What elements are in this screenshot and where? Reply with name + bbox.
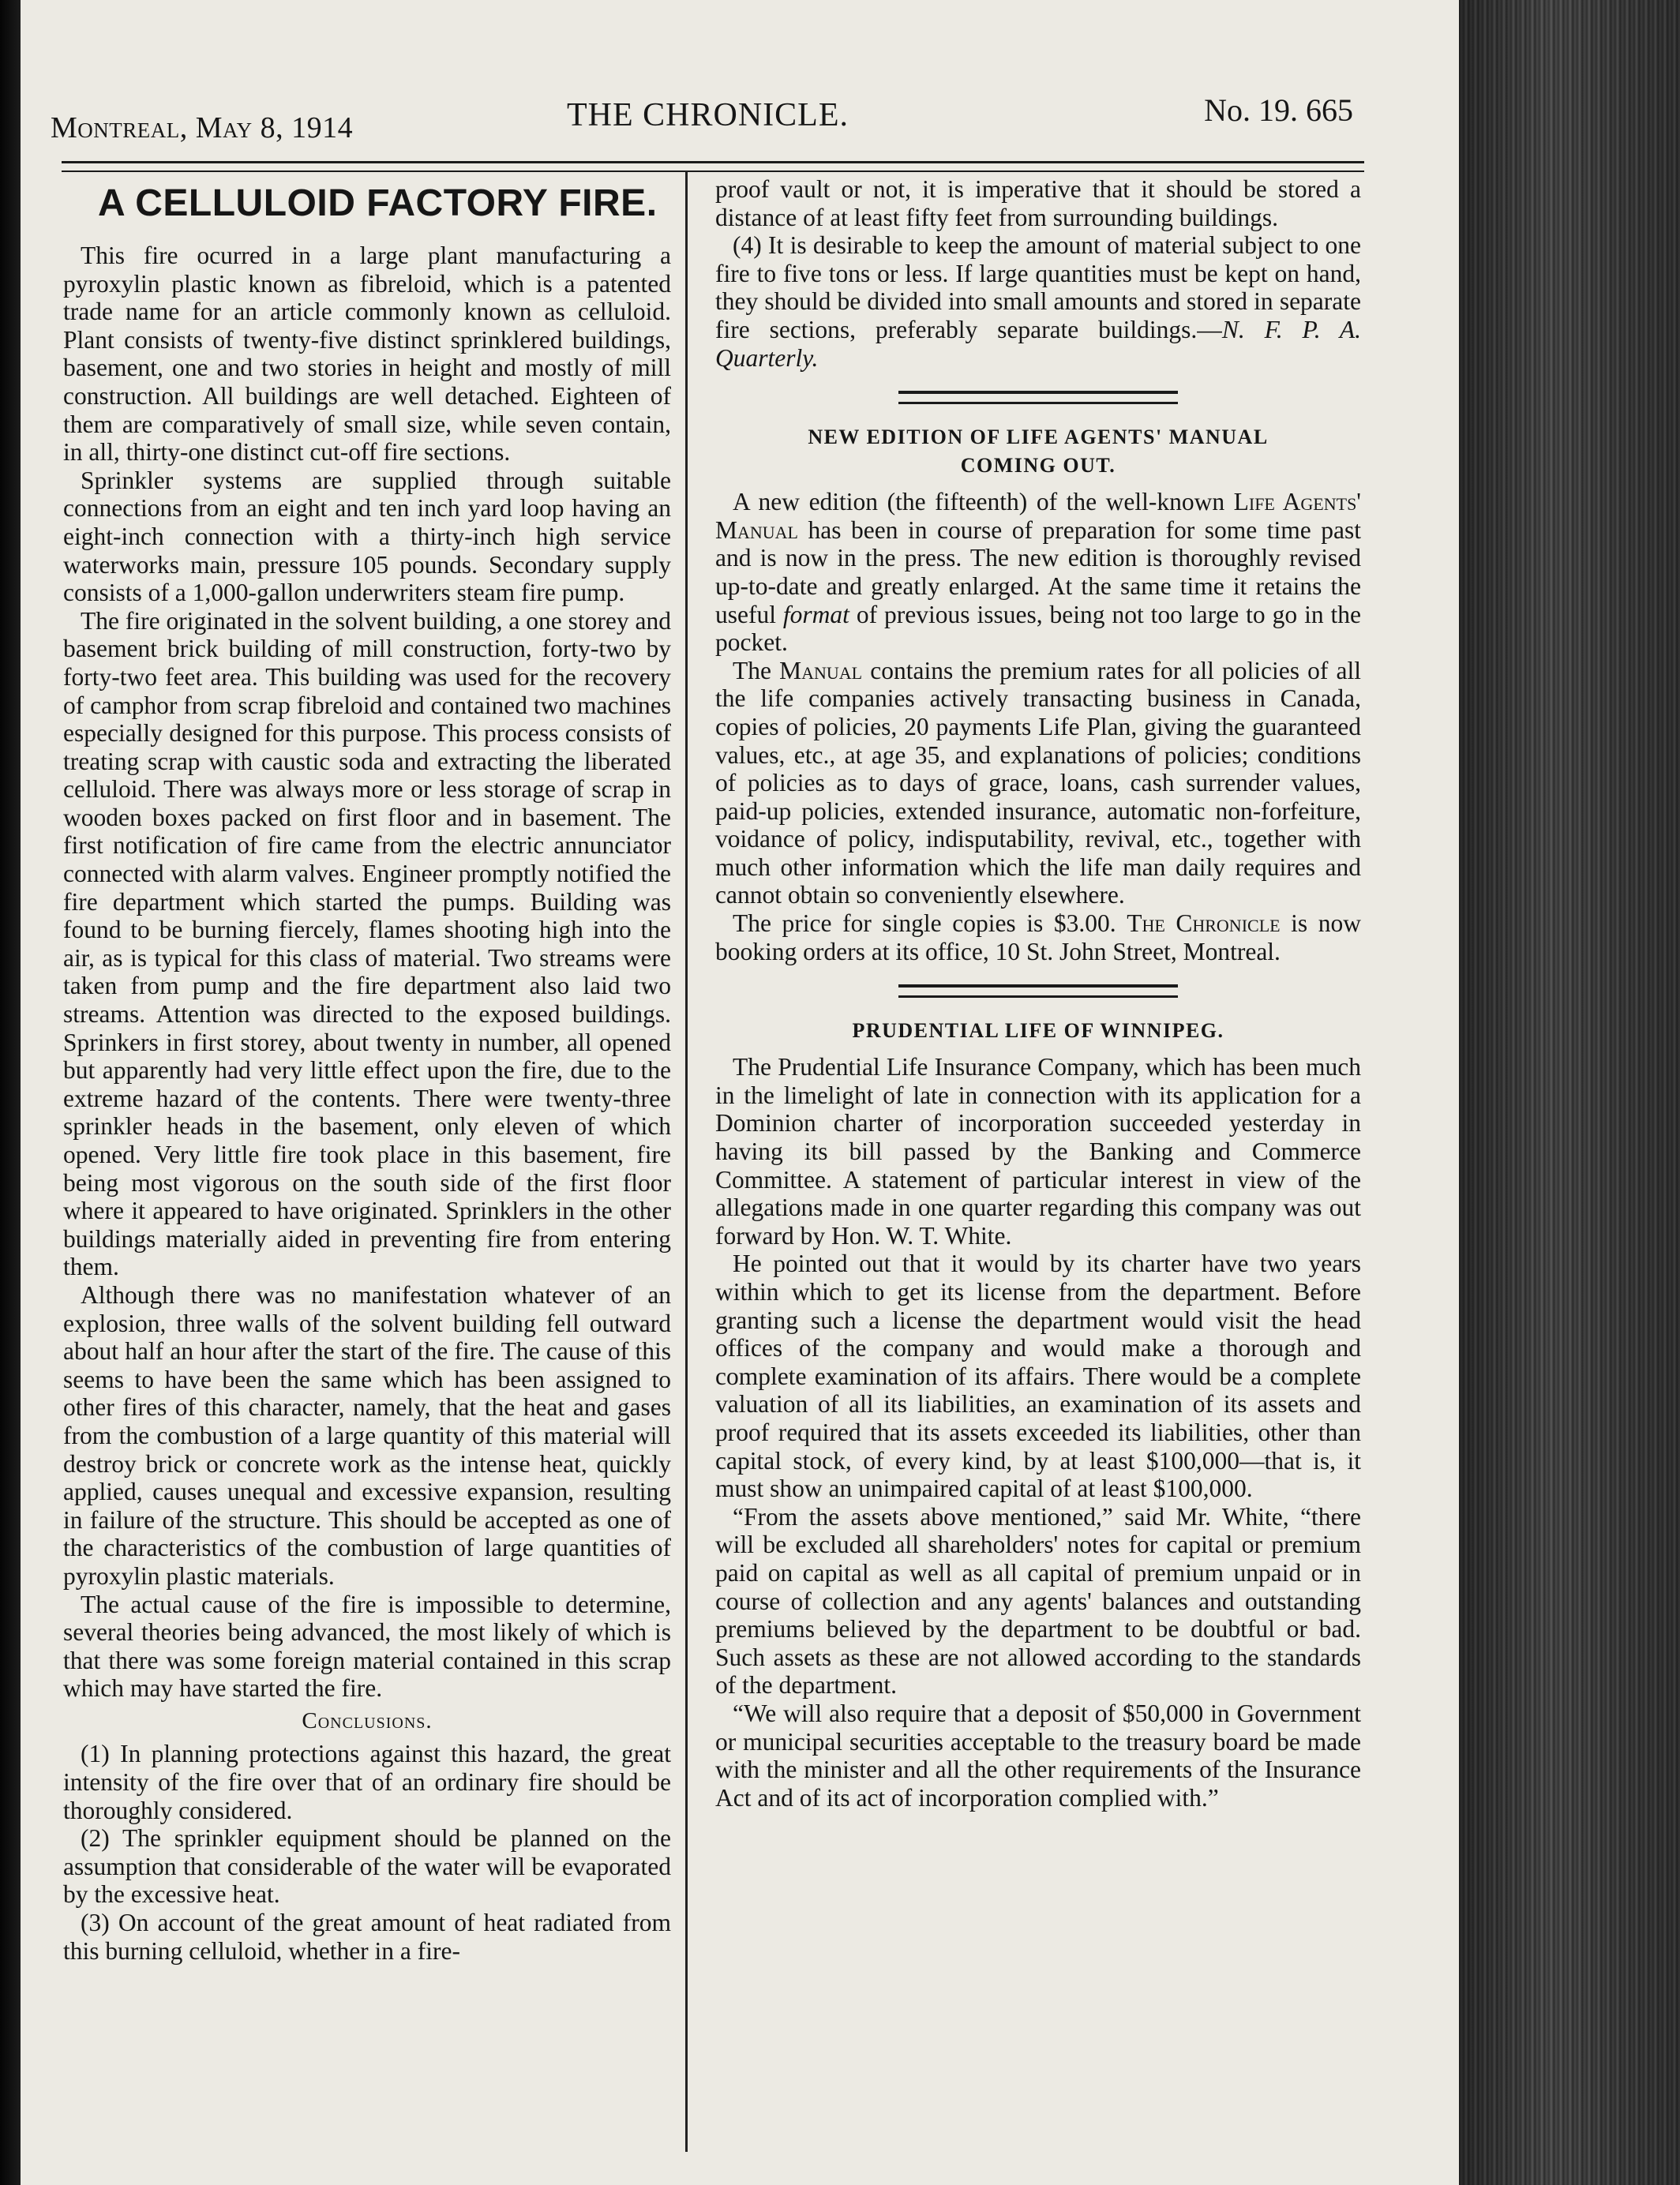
conclusion-2: (2) The sprinkler equipment should be planned on the assumption that considerable of the water will be evaporated by the excessive heat. bbox=[63, 1824, 671, 1909]
right-column bbox=[715, 175, 1361, 1812]
section-divider bbox=[898, 391, 1178, 404]
article-headline-celluloid-fire: A CELLULOID FACTORY FIRE. bbox=[98, 182, 658, 224]
paragraph: He pointed out that it would by its charter have two years within which to get its license from the department. Before granting such a license the department would visit the head offices of the company and would make a thorough and complete examination of its affairs. There would be a complete valuation of all its liabilities, an examination of its assets and proof required that its assets exceeded its liabilities, other than capital stock, of every kind, by at least $100,000—that is, it must show an unimpaired capital of at least $100,000. bbox=[715, 1250, 1361, 1503]
paragraph: “From the assets above mentioned,” said Mr. White, “there will be excluded all shareholders' notes for capital or premium paid on capital as well as all capital of premium unpaid or in course of collection and any agents' balances and outstanding premiums believed by the department to be doubtful or bad. Such assets as these are not allowed according to the standards of the department. bbox=[715, 1502, 1361, 1700]
running-head-date: Montreal, May 8, 1914 bbox=[51, 111, 354, 144]
paragraph: The fire originated in the solvent building, a one storey and basement brick building of mill construction, forty-two by forty-two feet area. This building was used for the recovery of camphor from scrap fibreloid and contained two machines especially designed for this purpose. This process consists of treating scrap with caustic soda and extracting the liberated celluloid. There was always more or less storage of scrap in wooden boxes packed on first floor and in basement. The first notification of fire came from the electric annunciator connected with alarm valves. Engineer promptly notified the fire department which started the pumps. Building was found to be burning fiercely, flames shooting high into the air, as is typical for this class of material. Two streams were taken from pump and the fire department also laid two streams. Attention was directed to the exposed buildings. Sprinkers in first storey, about twenty in number, all opened but apparently had very little effect upon the fire, due to the extreme hazard of the contents. There were twenty-three sprinkler heads in the basement, only eleven of which opened. Very little fire took place in this basement, fire being most vigorous on the south side of the first floor where it appeared to have originated. Sprinklers in the other buildings materially aided in preventing fire from entering them. bbox=[63, 606, 671, 1281]
paragraph bbox=[715, 657, 1361, 909]
conclusion-1: (1) In planning protections against this hazard, the great intensity of the fire over that of an ordinary fire should be thoroughly considered. bbox=[63, 1740, 671, 1824]
paragraph: This fire ocurred in a large plant manufacturing a pyroxylin plastic known as fibreloid, which is a patented trade name for an article commonly known as celluloid. Plant consists of twenty-five distinct sprinklered buildings, basement, one and two stories in height and mostly of mill construction. All buildings are well detached. Eighteen of them are comparatively of small size, while seven contain, in all, thirty-one distinct cut-off fire sections. bbox=[63, 242, 671, 467]
conclusion-4 bbox=[715, 231, 1361, 372]
text-run: contains the premium rates for all policies of all the life companies actively transacting business in Canada, copies of policies, 20 payments Life Plan, giving the guaranteed values, etc., at age 35, and explanations of policies; conditions of policies as to days of grace, loans, cash surrender values, paid-up policies, extended insurance, automatic non-forfeiture, voidance of policy, indisputability, revival, etc., together with much other information which the life man daily requires and cannot obtain so conveniently elsewhere. bbox=[715, 656, 1361, 909]
publication-name: The Chronicle bbox=[1127, 909, 1281, 938]
scan-left-edge bbox=[0, 0, 21, 2185]
manual-title: Life Agents' Manual bbox=[715, 488, 1361, 544]
column-divider bbox=[685, 171, 688, 2152]
text-run: A new edition (the fifteenth) of the well-known bbox=[733, 488, 1234, 516]
section-divider bbox=[898, 984, 1178, 998]
headline-line-2: COMING OUT. bbox=[960, 454, 1116, 478]
text-run: is now booking orders at its office, 10 St. John Street, Montreal. bbox=[715, 909, 1361, 965]
magazine-page bbox=[21, 0, 1459, 2185]
conclusion-4-text: (4) It is desirable to keep the amount of material subject to one fire to five tons or less. If large quantities must be kept on hand, they should be divided into small amounts and stored in separate fire sections, preferably separate buildings.— bbox=[715, 231, 1361, 343]
conclusion-3-continued: proof vault or not, it is imperative that it should be stored a distance of at least fifty feet from surrounding buildings. bbox=[715, 175, 1361, 231]
format-term: format bbox=[782, 600, 849, 628]
paragraph: “We will also require that a deposit of $50,000 in Government or municipal securities acceptable to the treasury board be made with the minister and all the other requirements of the Insurance Act and of its act of incorporation complied with.” bbox=[715, 1699, 1361, 1812]
header-rule bbox=[62, 161, 1364, 172]
conclusion-3: (3) On account of the great amount of heat radiated from this burning celluloid, whether in a fire- bbox=[63, 1909, 671, 1965]
article-headline-life-agents-manual bbox=[715, 423, 1361, 480]
text-run: of previous issues, being not too large to go in the pocket. bbox=[715, 600, 1361, 657]
paragraph: Sprinkler systems are supplied through suitable connections from an eight and ten inch yard loop having an eight-inch connection with a thirty-inch high service waterworks main, pressure 105 pounds. Secondary supply consists of a 1,000-gallon underwriters steam fire pump. bbox=[63, 466, 671, 607]
paragraph: The Prudential Life Insurance Company, which has been much in the limelight of late in connection with its application for a Dominion charter of incorporation succeeded yesterday in having its bill passed by the Banking and Commerce Committee. A statement of particular interest in view of the allegations made in one quarter regarding this company was out forward by Hon. W. T. White. bbox=[715, 1053, 1361, 1250]
book-page-edges bbox=[1459, 0, 1680, 2185]
paragraph bbox=[715, 488, 1361, 657]
paragraph: Although there was no manifestation whatever of an explosion, three walls of the solvent building fell outward about half an hour after the start of the fire. The cause of this seems to have been the same which has been assigned to other fires of this character, namely, that the heat and gases from the combustion of a large quantity of this material will destroy brick or concrete work as the intense heat, quickly applied, causes unequal and excessive expansion, resulting in failure of the structure. This should be accepted as one of the characteristics of the combustion of large quantities of pyroxylin plastic materials. bbox=[63, 1280, 671, 1590]
article-headline-prudential-life: PRUDENTIAL LIFE OF WINNIPEG. bbox=[852, 1019, 1224, 1043]
running-head-title: THE CHRONICLE. bbox=[567, 97, 849, 133]
left-column bbox=[63, 175, 671, 1965]
conclusion-4-source: N. F. P. A. Quarterly. bbox=[715, 315, 1361, 372]
paragraph bbox=[715, 909, 1361, 965]
running-head bbox=[51, 85, 1353, 144]
text-run: has been in course of preparation for some time past and is now in the press. The new edition is thoroughly revised up-to-date and greatly enlarged. At the same time it retains the useful bbox=[715, 515, 1361, 628]
paragraph: The actual cause of the fire is impossible to determine, several theories being advanced, the most likely of which is that there was some foreign material contained in this scrap which may have started the fire. bbox=[63, 1590, 671, 1703]
manual-title: Manual bbox=[779, 656, 863, 684]
conclusions-heading: Conclusions. bbox=[302, 1707, 433, 1733]
text-run: The bbox=[733, 656, 780, 684]
text-run: The price for single copies is $3.00. bbox=[733, 909, 1127, 938]
headline-line-1: NEW EDITION OF LIFE AGENTS' MANUAL bbox=[808, 425, 1269, 449]
running-head-page-number: No. 19. 665 bbox=[1204, 92, 1353, 128]
